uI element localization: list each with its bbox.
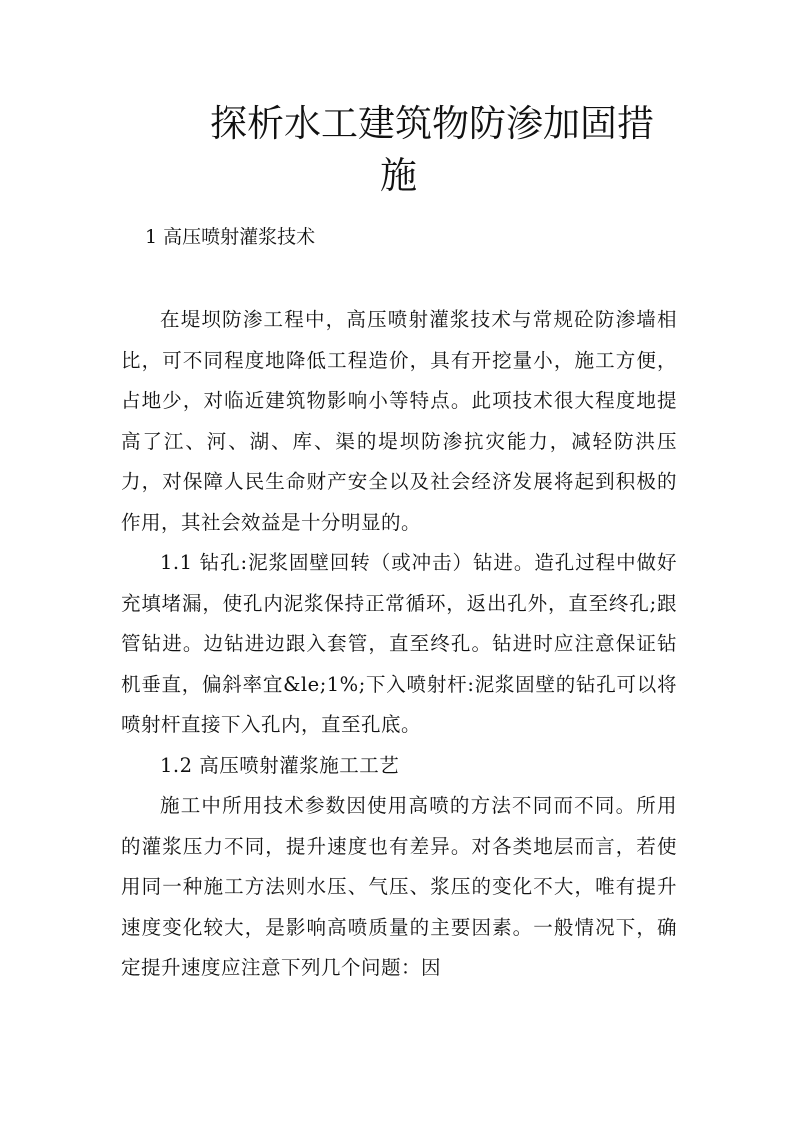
paragraph-drilling: 1.1 钻孔:泥浆固壁回转（或冲击）钻进。造孔过程中做好充填堵漏，使孔内泥浆保持正常循环，返出孔外，直至终孔;跟管钻进。边钻进边跟入套管，直至终孔。钻进时应注意保证钻机垂直，偏斜率宜&le;1%;下入喷射杆:泥浆固壁的钻孔可以将喷射杆直接下入孔内，直至孔底。	[121, 551, 677, 736]
paragraph-process: 施工中所用技术参数因使用高喷的方法不同而不同。所用的灌浆压力不同，提升速度也有差异。对各类地层而言，若使用同一种施工方法则水压、气压、浆压的变化不大，唯有提升速度变化较大，是影响高喷质量的主要因素。一般情况下，确定提升速度应注意下列几个问题：因	[121, 794, 677, 979]
document-body	[121, 300, 677, 989]
section-heading: 1 高压喷射灌浆技术	[145, 226, 316, 248]
document-title	[200, 98, 670, 202]
subsection-heading: 1.2 高压喷射灌浆施工工艺	[160, 753, 400, 777]
paragraph-intro: 在堤坝防渗工程中，高压喷射灌浆技术与常规砼防渗墙相比，可不同程度地降低工程造价，具有开挖量小，施工方便，占地少，对临近建筑物影响小等特点。此项技术很大程度地提高了江、河、湖、库、渠的堤坝防渗抗灾能力，减轻防洪压力，对保障人民生命财产安全以及社会经济发展将起到积极的作用，其社会效益是十分明显的。	[121, 308, 677, 534]
title-line-1: 探析水工建筑物防渗加固措	[210, 102, 654, 145]
title-line-2: 施	[380, 154, 417, 197]
